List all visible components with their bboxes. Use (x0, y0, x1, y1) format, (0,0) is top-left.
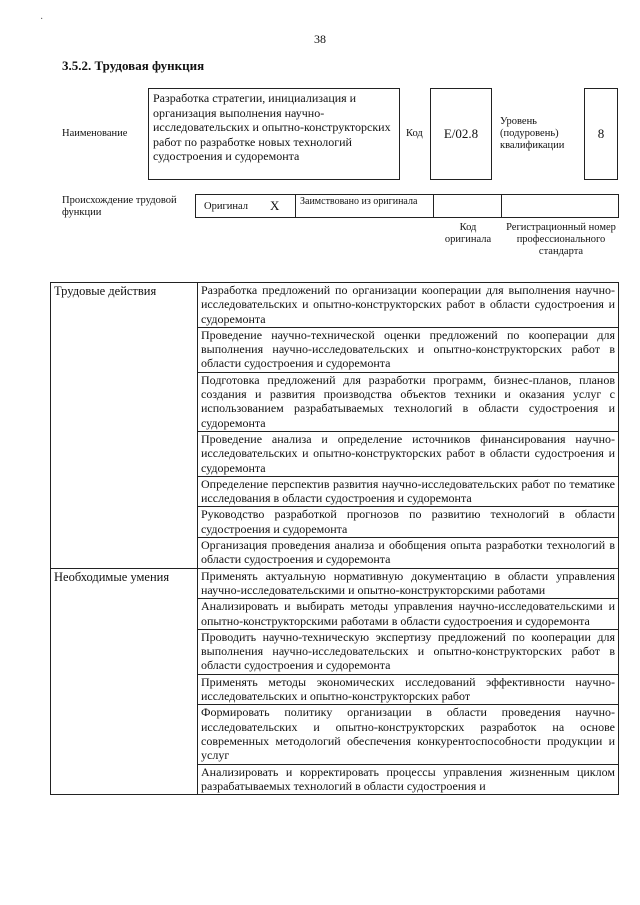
name-label: Наименование (62, 128, 128, 139)
labor-action-text: Организация проведения анализа и обобщения опыта разработки технологий в области судостроения и судоремонта (198, 538, 619, 569)
original-mark: X (270, 198, 280, 213)
skill-text: Проводить научно-техническую экспертизу предложений по кооперации для выполнения научно-исследовательских и опытно-конструкторских работ в области судостроения и судоремонта (198, 629, 619, 674)
skill-row (51, 568, 619, 599)
page-number: 38 (314, 32, 326, 46)
function-table (50, 282, 619, 795)
skill-text: Формировать политику организации в области проведения научно-исследовательских и опытно-конструкторских разработок на основе современных методологий обеспечения конкурентоспособности продукции и услуг (198, 705, 619, 764)
skill-text: Применять актуальную нормативную документацию в области управления научно-исследовательскими и опытно-конструкторскими работами (198, 568, 619, 599)
labor-actions-label: Трудовые действия (51, 283, 198, 569)
skill-text: Применять методы экономических исследований эффективности научно-исследовательских и опытно-конструкторских работ (198, 674, 619, 705)
code-value: E/02.8 (430, 88, 492, 180)
labor-action-text: Проведение анализа и определение источников финансирования научно-исследовательских и опытно-конструкторских работ в области судостроения и судоремонта (198, 431, 619, 476)
reg-number-cell (502, 195, 618, 217)
labor-action-text: Определение перспектив развития научно-исследовательских работ по тематике исследования в области судостроения и судоремонта (198, 476, 619, 507)
origin-row (195, 194, 619, 218)
level-value: 8 (584, 88, 618, 180)
labor-action-row (51, 283, 619, 328)
labor-action-text: Руководство разработкой прогнозов по развитию технологий в области судостроения и судоремонта (198, 507, 619, 538)
labor-action-text: Разработка предложений по организации кооперации для выполнения научно-исследовательских и опытно-конструкторских работ в области судостроения и судоремонта (198, 283, 619, 328)
skill-text: Анализировать и корректировать процессы управления жизненным циклом разрабатываемых технологий в области судостроения и (198, 764, 619, 795)
skill-text: Анализировать и выбирать методы управления научно-исследовательскими и опытно-конструкторскими работами в области судостроения и судоремонта (198, 599, 619, 630)
labor-action-text: Подготовка предложений для разработки программ, бизнес-планов, планов создания и развития производства объектов техники и оказания услуг с использованием разрабатываемых технологий в области судостроения и судоремонта (198, 372, 619, 431)
original-code-cell (434, 195, 502, 217)
reg-caption: Регистрационный номер профессионального стандарта (506, 222, 616, 257)
origin-label: Происхождение трудовой функции (62, 195, 177, 218)
original-cell (196, 195, 296, 217)
original-label: Оригинал (204, 200, 248, 212)
code-caption: Код оригинала (444, 222, 492, 245)
borrowed-label: Заимствовано из оригинала (296, 195, 434, 217)
skills-label: Необходимые умения (51, 568, 198, 794)
section-title: 3.5.2. Трудовая функция (62, 58, 205, 73)
function-name: Разработка стратегии, инициализация и организация выполнения научно-исследовательских и опытно-конструкторских работ по разработке новых технологий судостроения и судоремонта (148, 88, 400, 180)
level-label: Уровень (подуровень) квалификации (500, 116, 565, 151)
corner-mark: · (40, 14, 44, 25)
labor-action-text: Проведение научно-технической оценки предложений по кооперации для выполнения научно-исследовательских и опытно-конструкторских работ в области судостроения и судоремонта (198, 327, 619, 372)
code-label: Код (406, 128, 423, 139)
